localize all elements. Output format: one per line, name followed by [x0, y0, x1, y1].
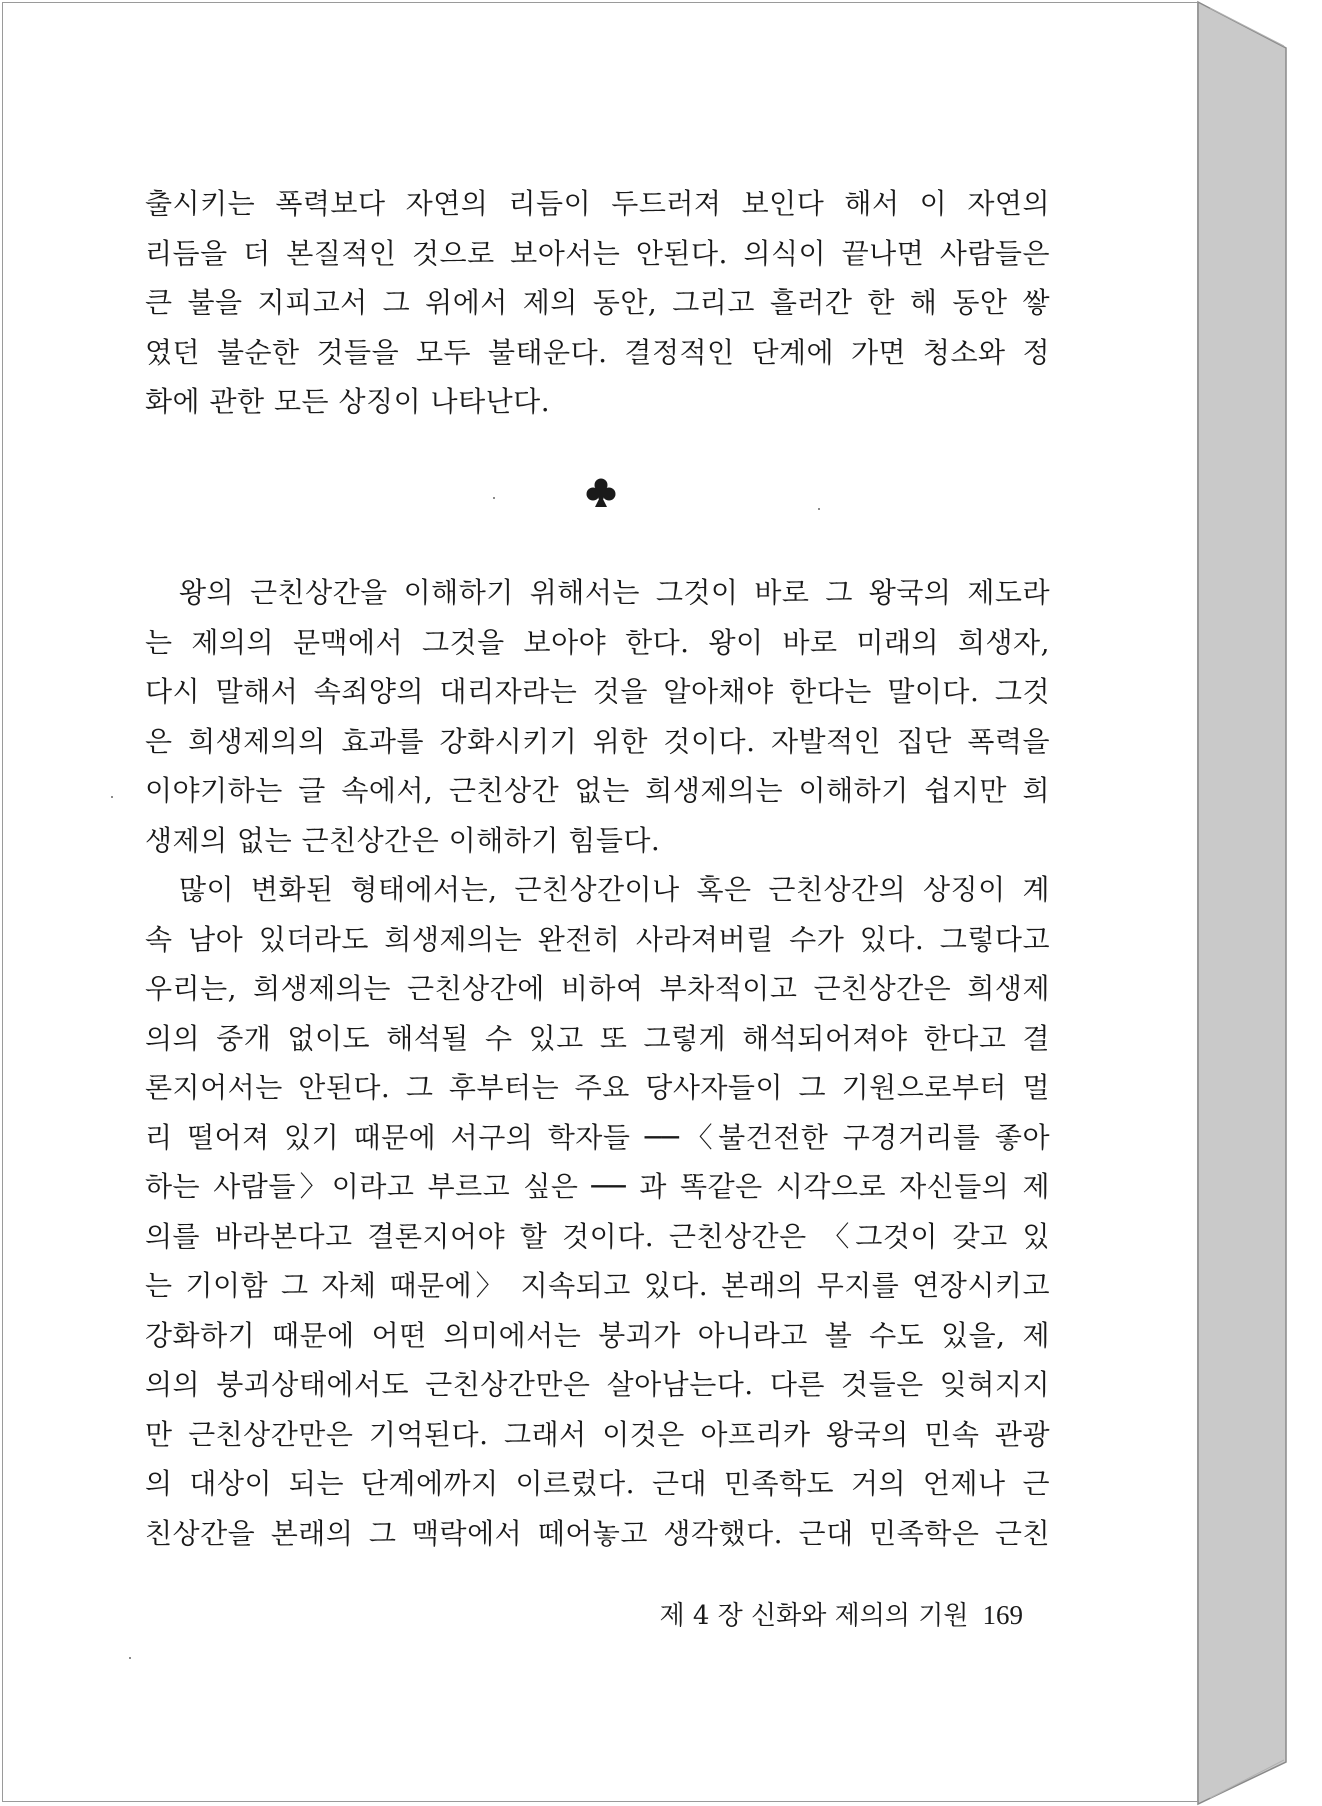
- text-line: 리 떨어져 있기 때문에 서구의 학자들 ──〈불건전한 구경거리를 좋아: [145, 1120, 1050, 1154]
- text-line: 많이 변화된 형태에서는, 근친상간이나 혹은 근친상간의 상징이 계: [179, 873, 1050, 906]
- text-line: 만 근친상간만은 기억된다. 그래서 이것은 아프리카 왕국의 민속 관광: [145, 1417, 1050, 1451]
- text-line: 큰 불을 지피고서 그 위에서 제의 동안, 그리고 흘러간 한 해 동안 쌓: [145, 286, 1050, 319]
- text-line: 다시 말해서 속죄양의 대리자라는 것을 알아채야 한다는 말이다. 그것: [145, 675, 1050, 708]
- text-line: 생제의 없는 근친상간은 이해하기 힘들다.: [145, 823, 661, 857]
- scan-speck: [493, 497, 495, 499]
- text-line: 출시키는 폭력보다 자연의 리듬이 두드러져 보인다 해서 이 자연의: [145, 187, 1050, 220]
- text-line: 는 기이함 그 자체 때문에〉 지속되고 있다. 본래의 무지를 연장시키고: [145, 1269, 1050, 1302]
- text-line: 의의 중개 없이도 해석될 수 있고 또 그렇게 해석되어져야 한다고 결: [145, 1021, 1050, 1055]
- text-line: 론지어서는 안된다. 그 후부터는 주요 당사자들이 그 기원으로부터 멀: [145, 1071, 1050, 1104]
- text-line: 의 대상이 되는 단계에까지 이르렀다. 근대 민족학도 거의 언제나 근: [145, 1467, 1050, 1500]
- text-line: 이야기하는 글 속에서, 근친상간 없는 희생제의는 이해하기 쉽지만 희: [145, 774, 1050, 807]
- page-number: 169: [982, 1600, 1023, 1630]
- text-line: 친상간을 본래의 그 맥락에서 떼어놓고 생각했다. 근대 민족학은 근친: [145, 1516, 1050, 1550]
- paragraph-top: [145, 179, 1050, 427]
- text-line: 리듬을 더 본질적인 것으로 보아서는 안된다. 의식이 끝나면 사람들은: [145, 236, 1050, 270]
- chapter-title: 제 4 장 신화와 제의의 기원: [659, 1601, 969, 1631]
- text-line: 은 희생제의의 효과를 강화시키기 위한 것이다. 자발적인 집단 폭력을: [145, 724, 1050, 758]
- paragraph-main: [145, 568, 1050, 1558]
- book-page: [2, 2, 1198, 1802]
- text-line: 강화하기 때문에 어떤 의미에서는 붕괴가 아니라고 볼 수도 있을, 제: [145, 1318, 1050, 1352]
- text-line: 화에 관한 모든 상징이 나타난다.: [145, 385, 551, 418]
- text-line: 하는 사람들〉이라고 부르고 싶은 ── 과 똑같은 시각으로 자신들의 제: [145, 1170, 1050, 1203]
- club-ornament-icon: [583, 475, 619, 511]
- text-line: 왕의 근친상간을 이해하기 위해서는 그것이 바로 그 왕국의 제도라: [179, 576, 1050, 609]
- text-line: 의를 바라본다고 결론지어야 할 것이다. 근친상간은 〈그것이 갖고 있: [145, 1219, 1050, 1253]
- text-line: 는 제의의 문맥에서 그것을 보아야 한다. 왕이 바로 미래의 희생자,: [145, 625, 1050, 659]
- text-line: 의의 붕괴상태에서도 근친상간만은 살아남는다. 다른 것들은 잊혀지지: [145, 1368, 1050, 1401]
- scan-speck: [129, 1657, 131, 1659]
- page-footer: [643, 1595, 1023, 1632]
- text-line: 우리는, 희생제의는 근친상간에 비하여 부차적이고 근친상간은 희생제: [145, 972, 1050, 1005]
- scan-speck: [111, 796, 113, 798]
- text-line: 였던 불순한 것들을 모두 불태운다. 결정적인 단계에 가면 청소와 정: [145, 335, 1050, 369]
- scan-speck: [818, 508, 820, 510]
- text-line: 속 남아 있더라도 희생제의는 완전히 사라져버릴 수가 있다. 그렇다고: [145, 922, 1050, 956]
